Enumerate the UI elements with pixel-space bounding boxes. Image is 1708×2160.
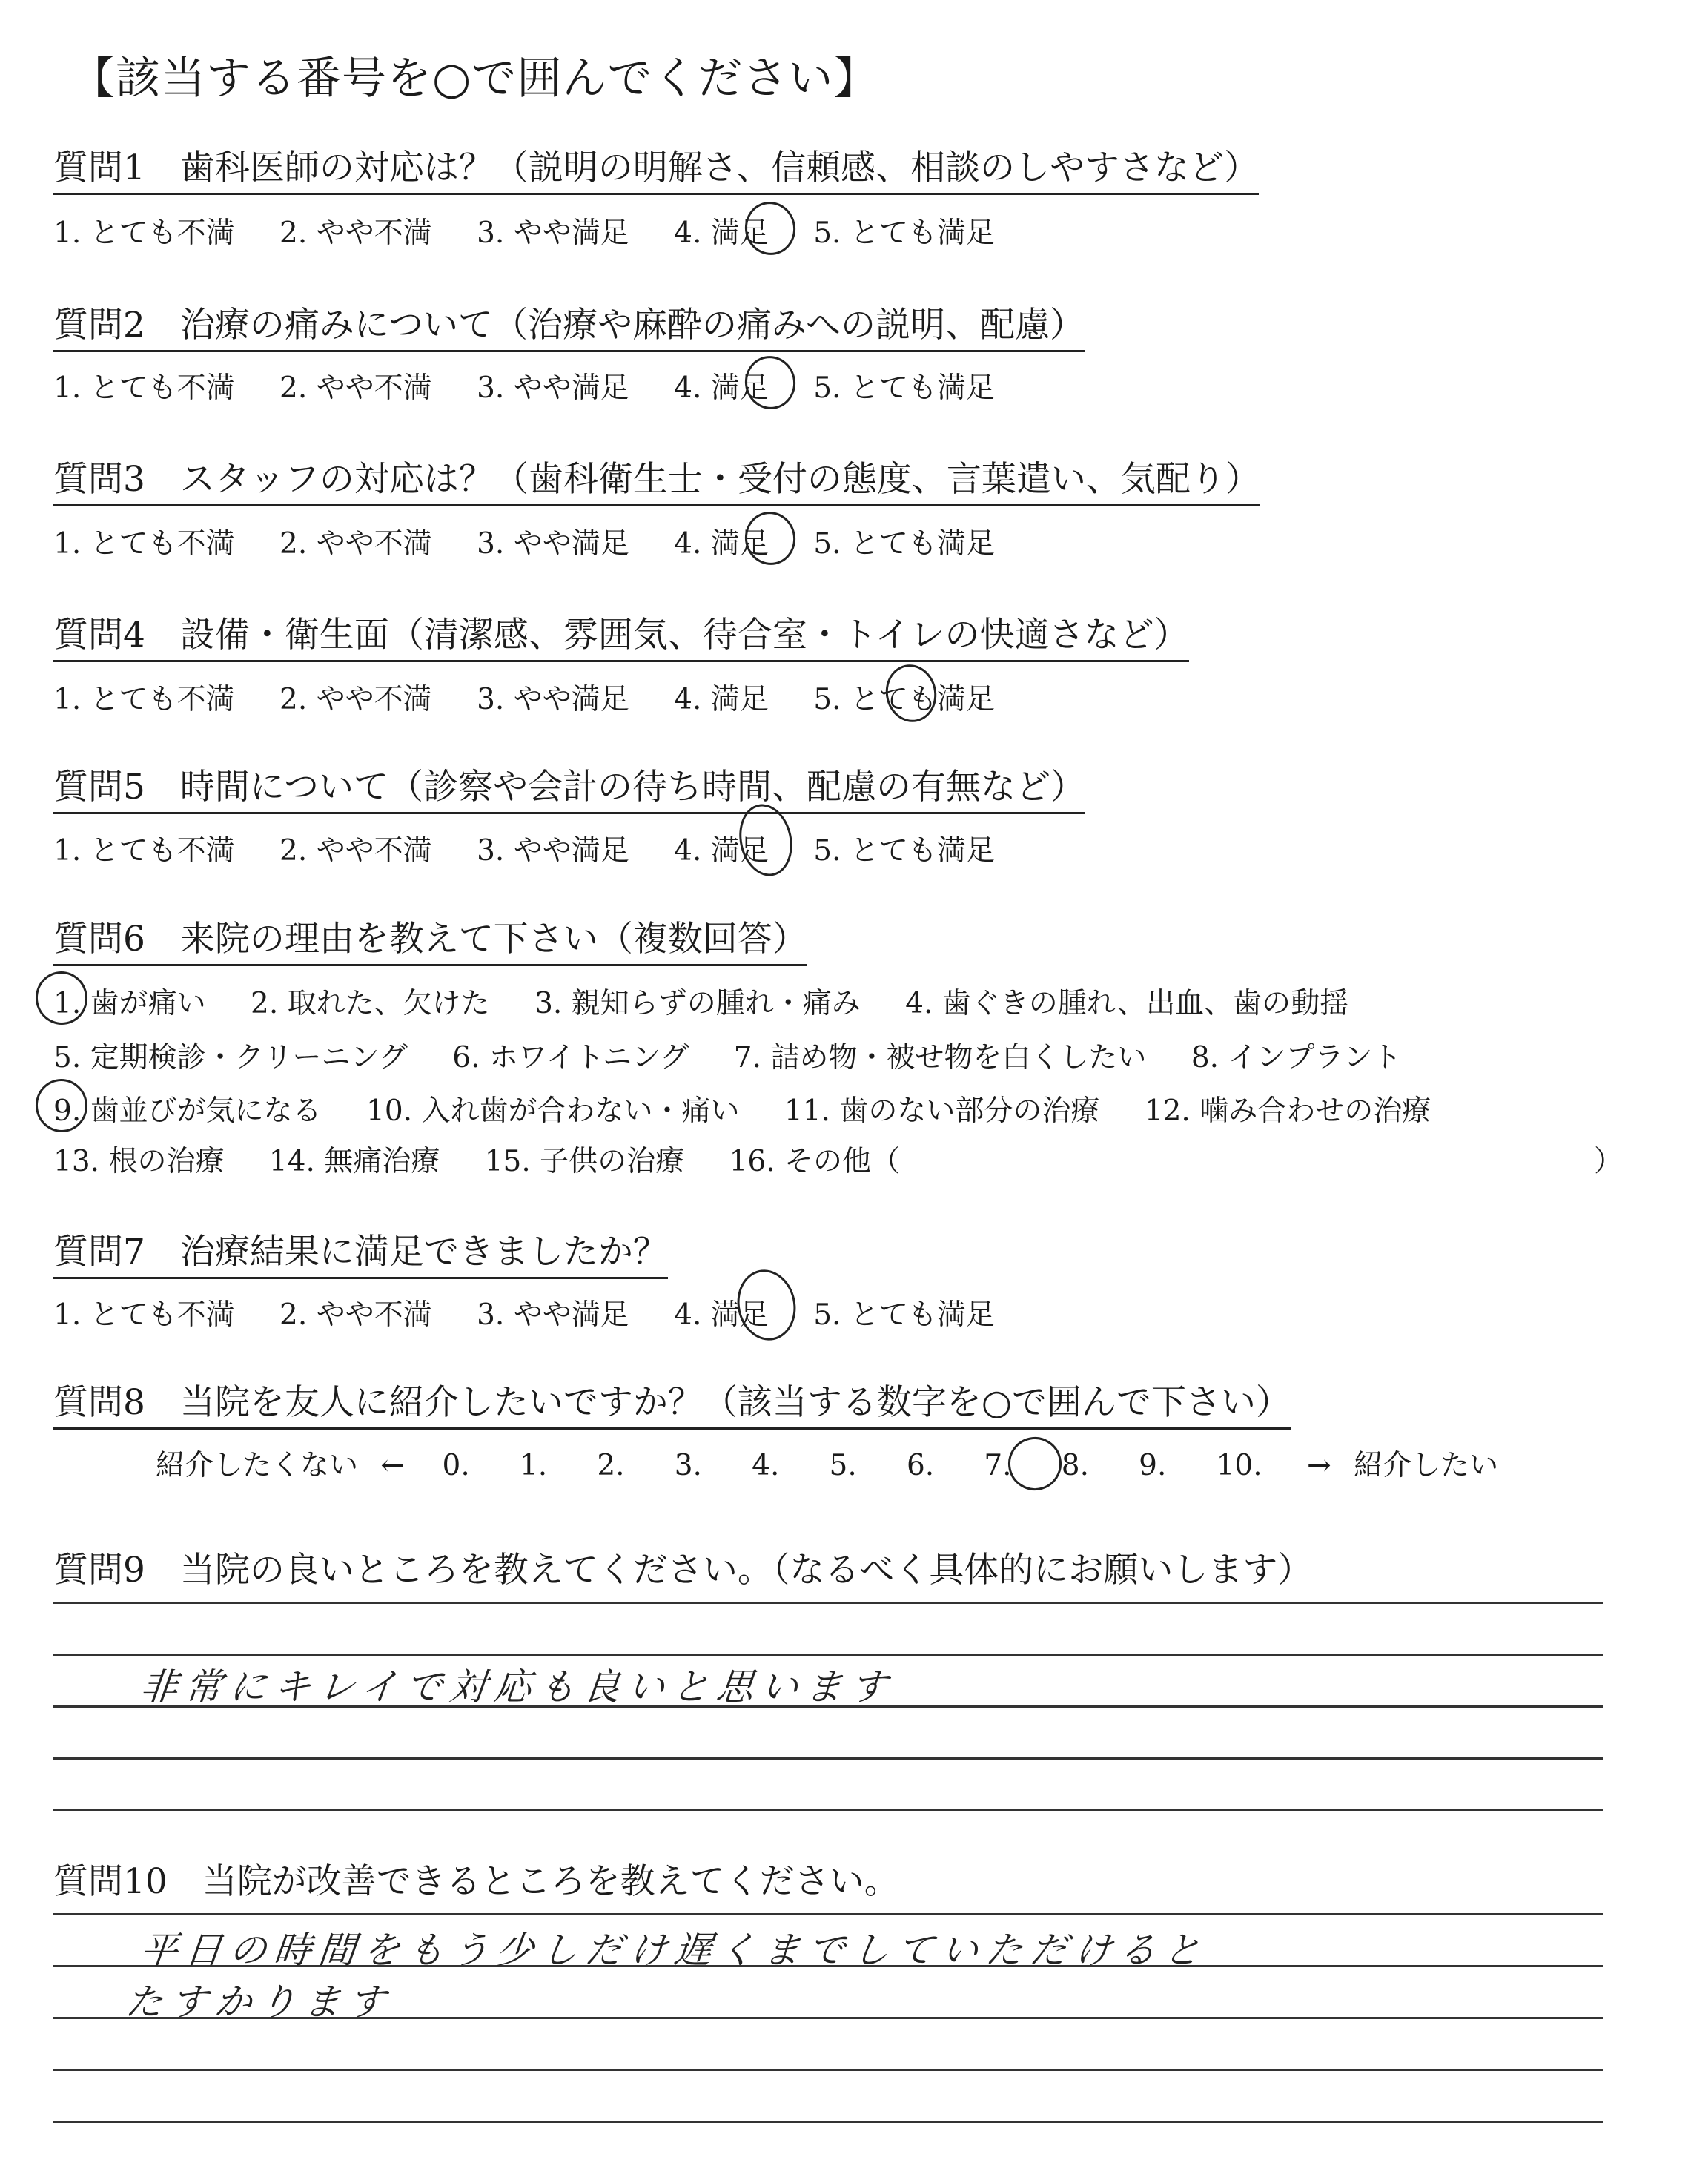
option-label[interactable]: 歯のない部分の治療 <box>839 1094 1100 1128</box>
option-label[interactable]: 親知らずの腫れ・痛み <box>571 987 861 1020</box>
scale-number[interactable]: 3. <box>674 1449 702 1482</box>
option-label[interactable]: とても満足 <box>850 217 995 250</box>
scale-number[interactable]: 5. <box>829 1449 857 1482</box>
option-num[interactable]: 5. <box>813 527 841 561</box>
selection-circle <box>731 1264 802 1346</box>
option-label[interactable]: 満足 <box>710 1298 769 1332</box>
question-6-row-3 <box>53 1088 1431 1129</box>
option-label[interactable]: とても不満 <box>90 834 235 868</box>
writing-line <box>53 2069 1603 2071</box>
question-6-row-1 <box>53 980 1348 1022</box>
option-num[interactable]: 4. <box>905 987 933 1020</box>
option-num[interactable]: 2. <box>279 834 308 868</box>
option-label[interactable]: 満足 <box>710 371 769 405</box>
option-num[interactable]: 4. <box>674 834 702 868</box>
scale-number[interactable]: 1. <box>519 1449 548 1482</box>
option-num[interactable]: 7. <box>733 1041 762 1074</box>
question-6-row-2 <box>53 1034 1401 1076</box>
question-1-options <box>53 210 995 251</box>
option-label[interactable]: とても満足 <box>850 371 995 405</box>
option-num[interactable]: 12. <box>1144 1094 1191 1128</box>
option-label[interactable]: 入れ歯が合わない・痛い <box>421 1094 740 1128</box>
option-label[interactable]: インプラント <box>1228 1041 1402 1074</box>
scale-number[interactable]: 9. <box>1139 1449 1167 1482</box>
option-label[interactable]: やや満足 <box>513 217 629 250</box>
option-num[interactable]: 3. <box>477 1298 505 1332</box>
option-label[interactable]: とても不満 <box>90 371 235 405</box>
option-num[interactable]: 3. <box>477 683 505 716</box>
q10-handwritten-answer-line-2[interactable]: たすかります <box>123 1981 395 2024</box>
option-num[interactable]: 1. <box>53 834 82 868</box>
arrow-left-icon: ← <box>380 1449 406 1482</box>
question-3-options <box>53 521 995 562</box>
option-num[interactable]: 3. <box>477 217 505 250</box>
question-8-heading: 質問8 当院を友人に紹介したいですか？（該当する数字を○で囲んで下さい） <box>53 1383 1291 1430</box>
option-num[interactable]: 11. <box>784 1094 830 1128</box>
option-label[interactable]: とても満足 <box>850 527 995 561</box>
option-label[interactable]: 歯ぐきの腫れ、出血、歯の動揺 <box>941 987 1349 1020</box>
option-label[interactable]: やや不満 <box>316 683 432 716</box>
option-label[interactable]: とても満足 <box>850 834 995 868</box>
question-4-heading: 質問4 設備・衛生面（清潔感、雰囲気、待合室・トイレの快適さなど） <box>53 615 1189 662</box>
option-label[interactable]: やや不満 <box>316 527 432 561</box>
option-label[interactable]: ホワイトニング <box>489 1041 689 1074</box>
option-label[interactable]: やや満足 <box>513 371 629 405</box>
question-6-heading: 質問6 来院の理由を教えて下さい（複数回答） <box>53 919 807 966</box>
option-num[interactable]: 2. <box>279 1298 308 1332</box>
option-label[interactable]: やや不満 <box>316 834 432 868</box>
option-num[interactable]: 13. <box>53 1145 100 1178</box>
option-label[interactable]: とても不満 <box>90 527 235 561</box>
option-num[interactable]: 5. <box>813 683 841 716</box>
option-label[interactable]: やや不満 <box>316 217 432 250</box>
option-num[interactable]: 4. <box>674 371 702 405</box>
option-num[interactable]: 3. <box>477 527 505 561</box>
option-num[interactable]: 9. <box>53 1094 82 1128</box>
option-label[interactable]: 満足 <box>710 834 769 868</box>
scale-number[interactable]: 0. <box>442 1449 470 1482</box>
option-num[interactable]: 5. <box>813 371 841 405</box>
option-num[interactable]: 1. <box>53 1298 82 1332</box>
question-7-heading: 質問7 治療結果に満足できましたか？ <box>53 1232 668 1279</box>
page-title: 【該当する番号を○で囲んでください】 <box>70 53 879 105</box>
question-1-heading: 質問1 歯科医師の対応は？（説明の明解さ、信頼感、相談のしやすさなど） <box>53 148 1259 195</box>
question-2-options <box>53 365 995 406</box>
arrow-right-icon: → <box>1306 1449 1331 1482</box>
option-label[interactable]: 子供の治療 <box>540 1145 685 1178</box>
option-label[interactable]: 満足 <box>710 683 769 716</box>
question-5-heading: 質問5 時間について（診察や会計の待ち時間、配慮の有無など） <box>53 767 1085 814</box>
option-num[interactable]: 3. <box>477 371 505 405</box>
question-5-options <box>53 828 995 869</box>
option-label[interactable]: 歯並びが気になる <box>90 1094 322 1128</box>
option-num[interactable]: 2. <box>251 987 279 1020</box>
option-label[interactable]: とても不満 <box>90 1298 235 1332</box>
writing-line <box>53 2121 1603 2123</box>
option-label[interactable]: やや不満 <box>316 371 432 405</box>
option-num[interactable]: 3. <box>477 834 505 868</box>
option-num[interactable]: 5. <box>813 1298 841 1332</box>
option-label[interactable]: 取れた、欠けた <box>287 987 490 1020</box>
scale-number[interactable]: 10. <box>1216 1449 1262 1482</box>
question-2-heading: 質問2 治療の痛みについて（治療や麻酔の痛みへの説明、配慮） <box>53 305 1085 352</box>
option-label[interactable]: 満足 <box>710 217 769 250</box>
option-label[interactable]: 無痛治療 <box>324 1145 440 1178</box>
writing-line <box>53 1654 1603 1656</box>
option-num[interactable]: 2. <box>279 683 308 716</box>
option-label[interactable]: 定期検診・クリーニング <box>90 1041 408 1074</box>
option-num[interactable]: 5. <box>53 1041 82 1074</box>
scale-number[interactable]: 7. <box>984 1449 1012 1482</box>
option-num[interactable]: 1. <box>53 683 82 716</box>
option-num[interactable]: 4. <box>674 217 702 250</box>
option-label[interactable]: やや不満 <box>316 1298 432 1332</box>
option-label[interactable]: とても満足 <box>850 1298 995 1332</box>
option-num[interactable]: 6. <box>452 1041 480 1074</box>
option-label[interactable]: 満足 <box>710 527 769 561</box>
other-close-paren: ） <box>1594 1145 1623 1178</box>
option-num[interactable]: 10. <box>366 1094 413 1128</box>
scale-number[interactable]: 6. <box>906 1449 935 1482</box>
option-num[interactable]: 4. <box>674 683 702 716</box>
writing-line <box>53 1602 1603 1604</box>
scale-number[interactable]: 8. <box>1061 1449 1089 1482</box>
q9-handwritten-answer[interactable]: 非常にキレイで対応も良いと思います <box>138 1665 897 1708</box>
option-label[interactable]: 噛み合わせの治療 <box>1199 1094 1431 1128</box>
option-label[interactable]: 歯が痛い <box>90 987 206 1020</box>
option-num[interactable]: 14. <box>268 1145 315 1178</box>
scale-left-label: 紹介したくない <box>156 1449 359 1482</box>
option-num[interactable]: 1. <box>53 217 82 250</box>
writing-line <box>53 1809 1603 1811</box>
question-7-options <box>53 1292 995 1333</box>
question-4-options <box>53 676 995 718</box>
option-label[interactable]: その他（ <box>784 1145 901 1178</box>
option-label[interactable]: やや満足 <box>513 683 629 716</box>
scale-number[interactable]: 4. <box>752 1449 780 1482</box>
question-10-heading: 質問10 当院が改善できるところを教えてください。 <box>53 1861 899 1902</box>
option-num[interactable]: 1. <box>53 527 82 561</box>
option-label[interactable]: とても満足 <box>850 683 995 716</box>
option-num[interactable]: 2. <box>279 217 308 250</box>
writing-line <box>53 1757 1603 1760</box>
option-num[interactable]: 1. <box>53 987 82 1020</box>
option-num[interactable]: 16. <box>729 1145 775 1178</box>
option-num[interactable]: 4. <box>674 1298 702 1332</box>
option-label[interactable]: 根の治療 <box>108 1145 225 1178</box>
question-3-heading: 質問3 スタッフの対応は？（歯科衛生士・受付の態度、言葉遣い、気配り） <box>53 460 1260 506</box>
scale-right-label: 紹介したい <box>1354 1449 1499 1482</box>
option-label[interactable]: とても不満 <box>90 217 235 250</box>
question-6-row-4 <box>53 1138 900 1180</box>
option-label[interactable]: やや満足 <box>513 527 629 561</box>
question-8-scale <box>156 1442 1498 1484</box>
option-num[interactable]: 5. <box>813 217 841 250</box>
option-label[interactable]: とても不満 <box>90 683 235 716</box>
option-label[interactable]: やや満足 <box>513 1298 629 1332</box>
option-num[interactable]: 1. <box>53 371 82 405</box>
q10-handwritten-answer-line-1[interactable]: 平日の時間をもう少しだけ遅くまでしていただけると <box>138 1929 1211 1972</box>
option-num[interactable]: 8. <box>1191 1041 1219 1074</box>
option-num[interactable]: 2. <box>279 527 308 561</box>
option-num[interactable]: 5. <box>813 834 841 868</box>
option-label[interactable]: やや満足 <box>513 834 629 868</box>
writing-line <box>53 1913 1603 1915</box>
option-num[interactable]: 15. <box>484 1145 531 1178</box>
question-9-heading: 質問9 当院の良いところを教えてください。（なるべく具体的にお願いします） <box>53 1550 1313 1591</box>
option-num[interactable]: 3. <box>534 987 563 1020</box>
option-label[interactable]: 詰め物・被せ物を白くしたい <box>770 1041 1147 1074</box>
option-num[interactable]: 2. <box>279 371 308 405</box>
scale-number[interactable]: 2. <box>597 1449 625 1482</box>
option-num[interactable]: 4. <box>674 527 702 561</box>
